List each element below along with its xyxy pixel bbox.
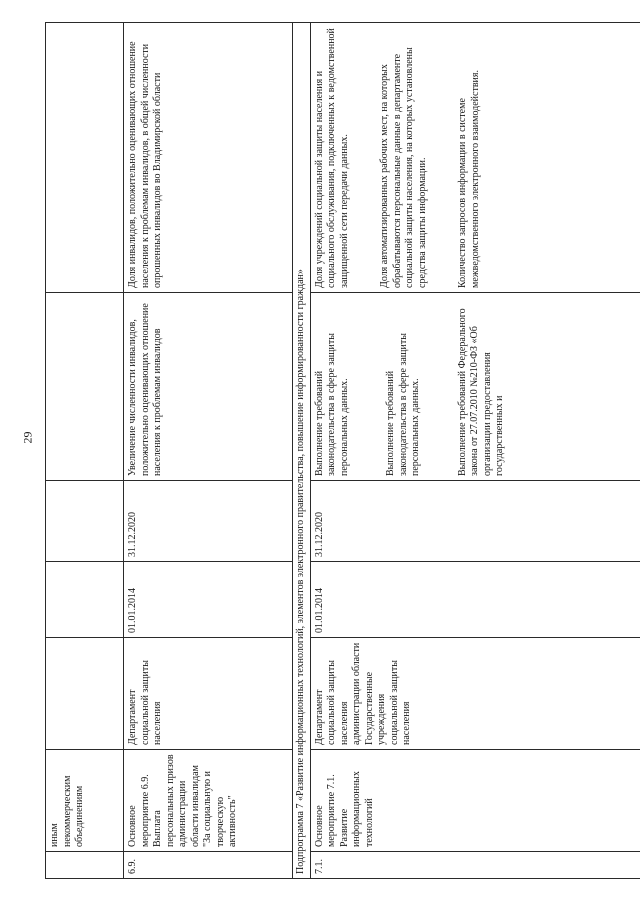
cell-result — [46, 293, 124, 481]
result-item: Выполнение требований законодательства в сфере защиты персональных данных. — [385, 333, 421, 476]
cell-indicator — [310, 23, 640, 293]
cell-end — [46, 481, 124, 562]
executor-institutions: Государственные учреждения социальной защиты населения — [363, 660, 412, 745]
cell-result: Увеличение численности инвалидов, положительно оценивающих отношение населения к проблемам инвалидов — [124, 293, 293, 481]
cell-start: 01.01.2014 — [310, 562, 640, 638]
cell-end: 31.12.2020 — [310, 481, 640, 562]
result-item: Выполнение требований законодательства в сфере защиты персональных данных. — [313, 333, 350, 476]
indicator-item: Доля учреждений социальной защиты населения и социального обслуживания, подключенных к ведомственной защищенной сети передачи данных. — [313, 28, 350, 288]
cell-event: иным некоммерческим объединениям — [46, 750, 124, 852]
cell-start: 01.01.2014 — [124, 562, 293, 638]
cell-indicator: Доля инвалидов, положительно оценивающих отношение населения к проблемам инвалидов, в общей численности опрошенных инвалидов во Владимирской области — [124, 23, 293, 293]
cell-indicator — [46, 23, 124, 293]
executor-department: Департамент социальной защиты населения администрации области — [313, 642, 362, 745]
cell-num — [46, 852, 124, 879]
indicator-item: Доля автоматизированных рабочих мест, на которых обрабатываются персональные данные в департаменте социальной защиты населения, на которых установлены средства защиты информации. — [379, 47, 428, 288]
cell-executor: Департамент социальной защиты населения — [124, 638, 293, 750]
cell-start — [46, 562, 124, 638]
cell-event: Основное мероприятие 6.9. Выплата персональных призов администрации области инвалидам "За социальную и творческую активность" — [124, 750, 293, 852]
subprogram-title: Подпрограмма 7 «Развитие информационных технологий, элементов электронного правительства, повышение информированности граждан» — [293, 23, 311, 879]
program-events-table — [45, 22, 640, 879]
cell-num: 7.1. — [310, 852, 640, 879]
indicator-item: Количество запросов информации в системе межведомственного электронного взаимодействия. — [457, 69, 481, 288]
subprogram-row — [293, 23, 311, 879]
table-row — [46, 23, 124, 879]
cell-result — [310, 293, 640, 481]
table-row — [124, 23, 293, 879]
cell-end: 31.12.2020 — [124, 481, 293, 562]
cell-num: 6.9. — [124, 852, 293, 879]
cell-executor — [46, 638, 124, 750]
result-item: Выполнение требований Федерального закона от 27.07.2010 №210-ФЗ «Об организации предоставления государственных и — [456, 308, 505, 476]
cell-event: Основное мероприятие 7.1. Развитие информационных технологий — [310, 750, 640, 852]
page-number: 29 — [20, 431, 35, 444]
table-row — [310, 23, 640, 879]
cell-executor — [310, 638, 640, 750]
